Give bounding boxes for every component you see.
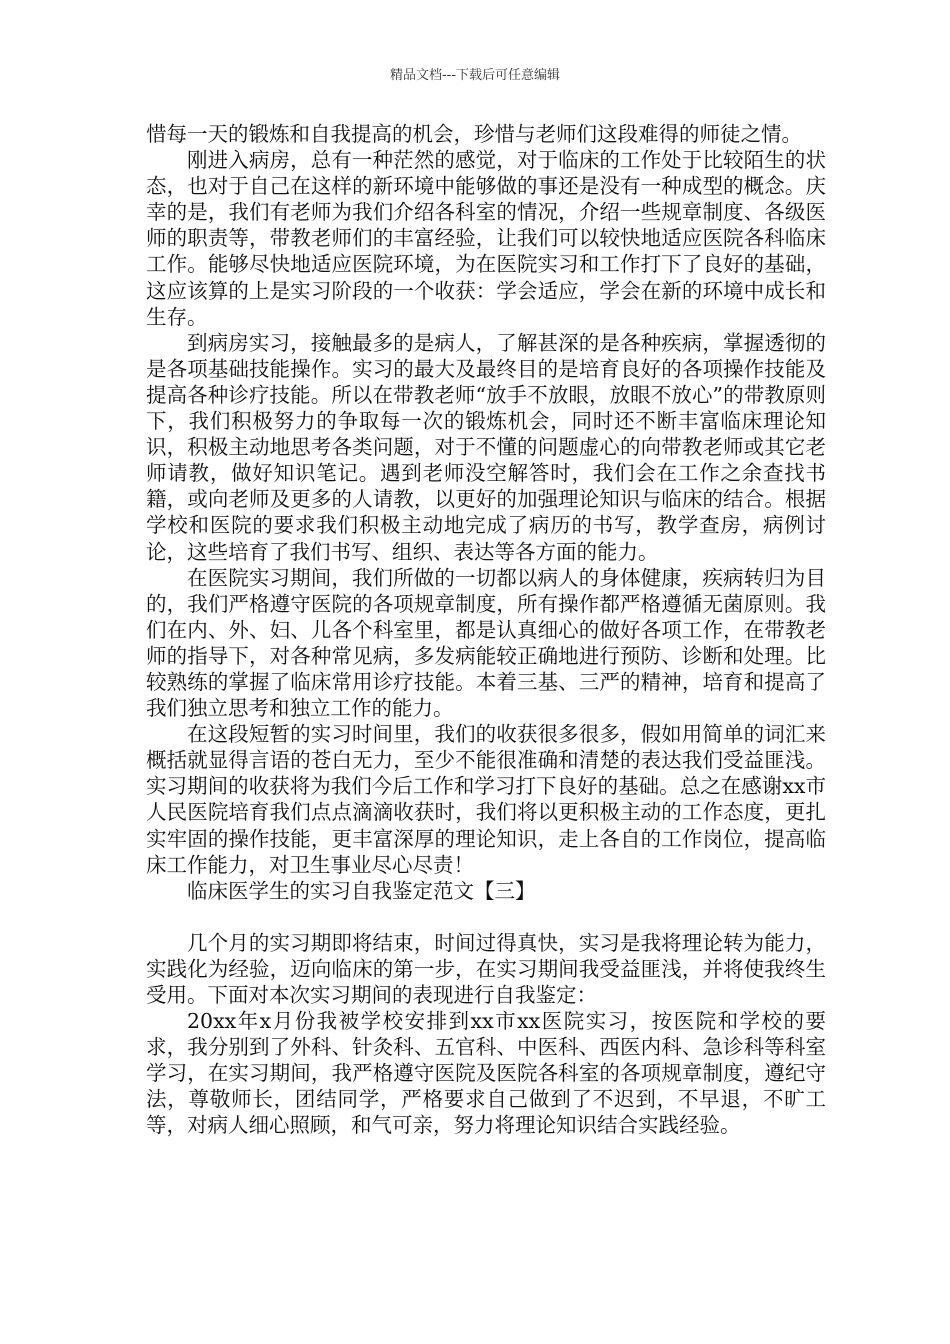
paragraph: 在这段短暂的实习时间里，我们的收获很多很多，假如用简单的词汇来概括就显得言语的苍白无力，至少不能很准确和清楚的表达我们受益匪浅。实习期间的收获将为我们今后工作和学习打下良好的基础。总之在感谢xx市人民医院培育我们点点滴滴收获时，我们将以更积极主动的工作态度，更扎实牢固的操作技能，更丰富深厚的理论知识，走上各自的工作岗位，提高临床工作能力，对卫生事业尽心尽责！ <box>146 722 826 877</box>
section-heading: 临床医学生的实习自我鉴定范文【三】 <box>187 878 536 903</box>
paragraph: 在医院实习期间，我们所做的一切都以病人的身体健康，疾病转归为目的，我们严格遵守医院的各项规章制度，所有操作都严格遵循无菌原则。我们在内、外、妇、儿各个科室里，都是认真细心的做好各项工作，在带教老师的指导下，对各种常见病，多发病能较正确地进行预防、诊断和处理。比较熟练的掌握了临床常用诊疗技能。本着三基、三严的精神，培育和提高了我们独立思考和独立工作的能力。 <box>146 565 826 721</box>
paragraph: 20xx年x月份我被学校安排到xx市xx医院实习，按医院和学校的要求，我分别到了外科、针灸科、五官科、中医科、西医内科、急诊科等科室学习，在实习期间，我严格遵守医院及医院各科室的各项规章制度，遵纪守法，尊敬师长，团结同学，严格要求自己做到了不迟到，不早退，不旷工等，对病人细心照顾，和气可亲，努力将理论知识结合实践经验。 <box>146 1009 826 1138</box>
document-body <box>146 121 826 1139</box>
paragraph: 刚进入病房，总有一种茫然的感觉，对于临床的工作处于比较陌生的状态，也对于自己在这样的新环境中能够做的事还是没有一种成型的概念。庆幸的是，我们有老师为我们介绍各科室的情况，介绍一些规章制度、各级医师的职责等，带教老师们的丰富经验，让我们可以较快地适应医院各科临床工作。能够尽快地适应医院环境，为在医院实习和工作打下了良好的基础，这应该算的上是实习阶段的一个收获：学会适应，学会在新的环境中成长和生存。 <box>146 148 826 329</box>
paragraph-continuation: 惜每一天的锻炼和自我提高的机会，珍惜与老师们这段难得的师徒之情。 <box>146 122 802 146</box>
paragraph: 几个月的实习期即将结束，时间过得真快，实习是我将理论转为能力，实践化为经验，迈向临床的第一步，在实习期间我受益匪浅，并将使我终生受用。下面对本次实习期间的表现进行自我鉴定： <box>146 930 826 1007</box>
page-header: 精品文档---下载后可任意编辑 <box>389 68 561 83</box>
paragraph: 到病房实习，接触最多的是病人，了解甚深的是各种疾病，掌握透彻的是各项基础技能操作。实习的最大及最终目的是培育良好的各项操作技能及提高各种诊疗技能。所以在带教老师“放手不放眼，放眼不放心”的带教原则下，我们积极努力的争取每一次的锻炼机会，同时还不断丰富临床理论知识，积极主动地思考各类问题，对于不懂的问题虚心的向带教老师或其它老师请教，做好知识笔记。遇到老师没空解答时，我们会在工作之余查找书籍，或向老师及更多的人请教，以更好的加强理论知识与临床的结合。根据学校和医院的要求我们积极主动地完成了病历的书写，教学查房，病例讨论，这些培育了我们书写、组织、表达等各方面的能力。 <box>146 330 826 564</box>
blank-line <box>146 904 826 930</box>
